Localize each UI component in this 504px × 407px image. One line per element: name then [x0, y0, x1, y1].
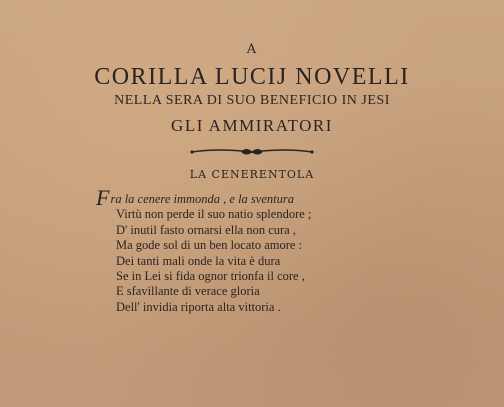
poem-line: Dell' invidia riporta alta vittoria .: [116, 299, 281, 314]
poem-line: Se in Lei si fida ognor trionfa il core ,: [116, 269, 305, 284]
poem-line: Dei tanti mali onde la vita è dura: [116, 253, 281, 268]
poem: [96, 185, 312, 315]
drop-cap: F: [96, 185, 110, 210]
dedicators-line: GLI AMMIRATORI: [171, 116, 333, 135]
occasion-line: NELLA SERA DI SUO BENEFICIO IN JESI: [114, 93, 390, 108]
poem-line-first: [96, 185, 311, 210]
poem-line: Ma gode sol di un ben locato amore :: [116, 238, 303, 253]
honoree-name: CORILLA LUCIJ NOVELLI: [94, 64, 410, 90]
poem-line: E sfavillante di verace gloria: [116, 284, 260, 299]
section-title: LA CENERENTOLA: [189, 168, 315, 181]
poem-line: D' inutil fasto ornarsi ella non cura ,: [116, 222, 296, 237]
poem-line: Virtù non perde il suo natio splendore ;: [116, 207, 312, 222]
addressee-line: A: [246, 42, 258, 57]
scroll-flourish-ornament-icon: [188, 145, 316, 159]
poem-first-line-text: ra la cenere immonda , e la sventura: [110, 192, 294, 206]
